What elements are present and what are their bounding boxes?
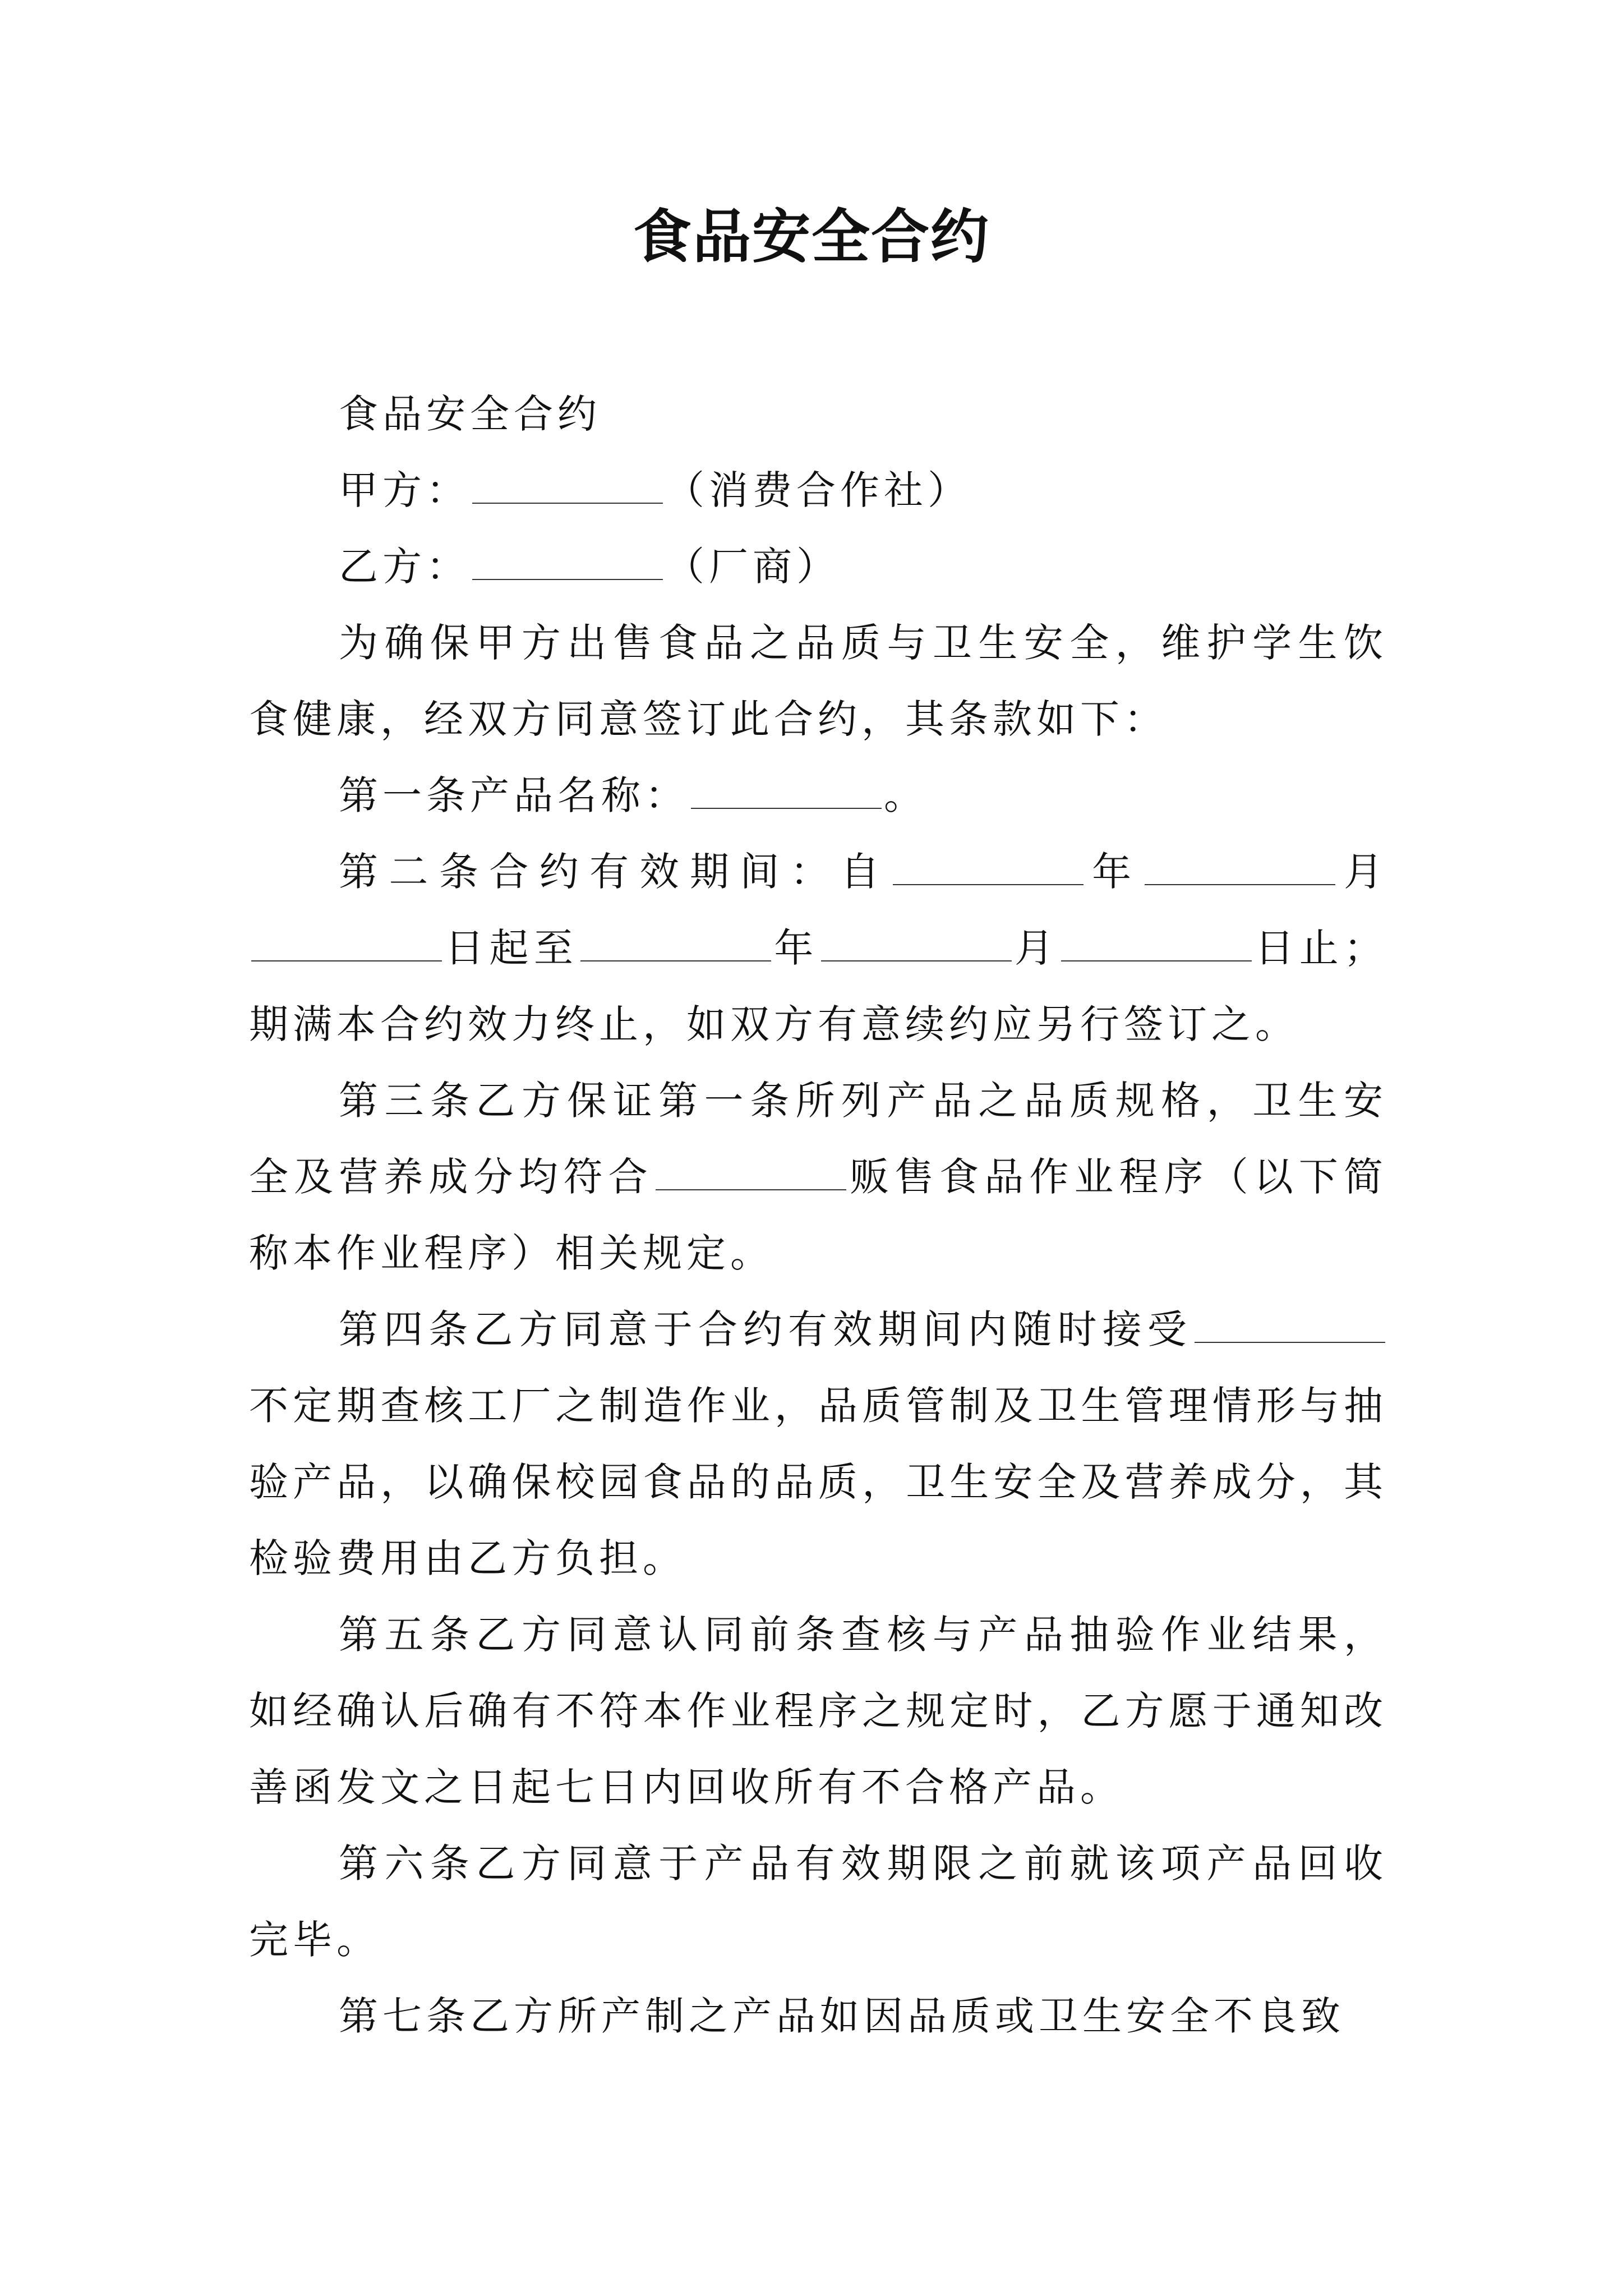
preamble-text: 为确保甲方出售食品之品质与卫生安全，维护学生饮食健康，经双方同意签订此合约，其条款如下：: [249, 620, 1387, 742]
end-year-blank: [580, 927, 771, 961]
start-day-blank: [251, 927, 442, 961]
article-6: [249, 1825, 1387, 1978]
party-b-note: （厂商）: [665, 544, 840, 590]
article-2-month2: 月: [1013, 925, 1059, 971]
article-2-day1: 日起至: [444, 925, 579, 971]
article-2-month1: 月: [1337, 849, 1388, 895]
article-6-text: 第六条乙方同意于产品有效期限之前就该项产品回收完毕。: [249, 1841, 1387, 1963]
article-7: [249, 1978, 1387, 2054]
article-3-blank: [656, 1156, 846, 1190]
party-b-line: [249, 528, 1387, 605]
article-2-day2: 日止；期满本合约效力终止，如双方有意续约应另行签订之。: [249, 925, 1388, 1047]
party-a-blank: [472, 469, 663, 504]
article-4-blank: [1195, 1308, 1385, 1343]
end-month-blank: [821, 927, 1012, 961]
document-title: 食品安全合约: [633, 203, 990, 271]
article-2-prefix: 第二条合约有效期间：自: [339, 849, 891, 895]
end-day-blank: [1061, 927, 1252, 961]
article-3-suffix: 贩售食品作业程序（以下简称本作业程序）相关规定。: [249, 1154, 1388, 1276]
heading-line: [249, 376, 1387, 452]
article-4: [249, 1291, 1387, 1596]
product-name-blank: [691, 774, 882, 809]
heading-text: 食品安全合约: [339, 391, 601, 437]
party-b-blank: [472, 545, 663, 580]
article-7-text: 第七条乙方所产制之产品如因品质或卫生安全不良致: [339, 1993, 1345, 2039]
party-a-line: [249, 452, 1387, 528]
start-month-blank: [1145, 850, 1335, 885]
start-year-blank: [893, 850, 1083, 885]
party-b-label: 乙方：: [339, 544, 470, 590]
preamble-paragraph: [249, 605, 1387, 757]
article-1-suffix: 。: [884, 772, 928, 818]
party-a-note: （消费合作社）: [665, 467, 971, 513]
article-2: [249, 834, 1387, 1062]
article-2-year1: 年: [1085, 849, 1142, 895]
document-body: [249, 376, 1387, 2054]
party-a-label: 甲方：: [339, 467, 470, 513]
article-5: [249, 1596, 1387, 1825]
article-1: [249, 757, 1387, 834]
article-2-year2: 年: [773, 925, 819, 971]
article-5-text: 第五条乙方同意认同前条查核与产品抽验作业结果，如经确认后确有不符本作业程序之规定时，乙方愿于通知改善函发文之日起七日内回收所有不合格产品。: [249, 1612, 1387, 1810]
article-3: [249, 1062, 1387, 1291]
article-4-suffix: 不定期查核工厂之制造作业，品质管制及卫生管理情形与抽验产品，以确保校园食品的品质，卫生安全及营养成分，其检验费用由乙方负担。: [249, 1383, 1387, 1581]
article-3-prefix: 第三条乙方保证第一条所列产品之品质规格，卫生安全及营养成分均符合: [249, 1078, 1387, 1200]
article-4-prefix: 第四条乙方同意于合约有效期间内随时接受: [339, 1306, 1192, 1352]
article-1-prefix: 第一条产品名称：: [339, 772, 689, 818]
